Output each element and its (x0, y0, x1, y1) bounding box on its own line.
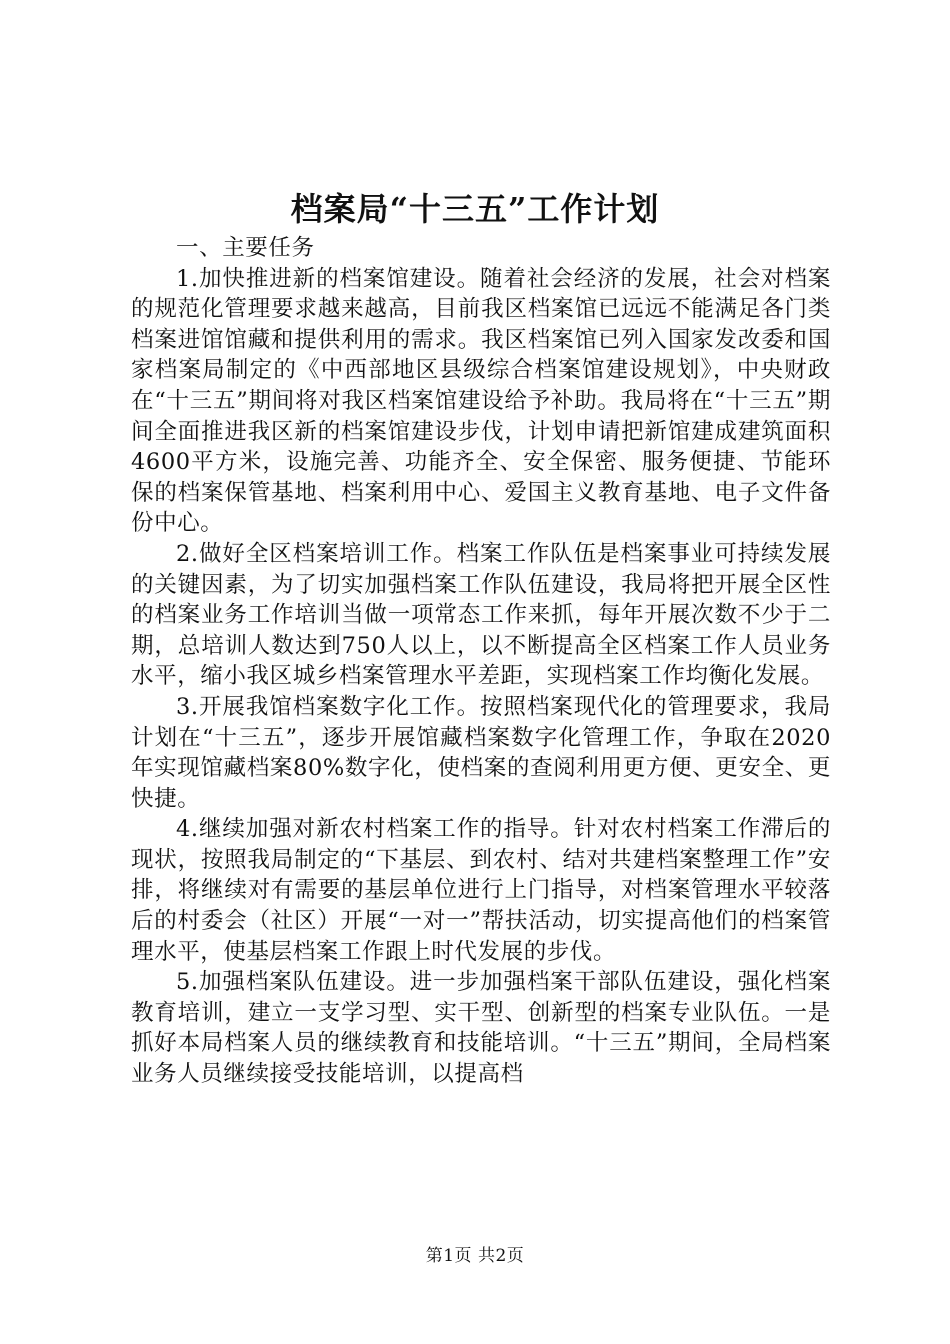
paragraph-1: 1.加快推进新的档案馆建设。随着社会经济的发展，社会对档案的规范化管理要求越来越高，目前我区档案馆已远远不能满足各门类档案进馆馆藏和提供利用的需求。我区档案馆已列入国家发改委和国家档案局制定的《中西部地区县级综合档案馆建设规划》，中央财政在“十三五”期间将对我区档案馆建设给予补助。我局将在“十三五”期间全面推进我区新的档案馆建设步伐，计划申请把新馆建成建筑面积4600平方米，设施完善、功能齐全、安全保密、服务便捷、节能环保的档案保管基地、档案利用中心、爱国主义教育基地、电子文件备份中心。 (131, 265, 831, 537)
paragraph-4: 4.继续加强对新农村档案工作的指导。针对农村档案工作滞后的现状，按照我局制定的“下基层、到农村、结对共建档案整理工作”安排，将继续对有需要的基层单位进行上门指导，对档案管理水平较落后的村委会（社区）开展“一对一”帮扶活动，切实提高他们的档案管理水平，使基层档案工作跟上时代发展的步伐。 (131, 816, 831, 965)
document-body (131, 233, 831, 1090)
section-heading: 一、主要任务 (176, 235, 315, 261)
document-title: 档案局“十三五”工作计划 (290, 190, 660, 228)
paragraph-2: 2.做好全区档案培训工作。档案工作队伍是档案事业可持续发展的关键因素，为了切实加强档案工作队伍建设，我局将把开展全区性的档案业务工作培训当做一项常态工作来抓，每年开展次数不少于二期，总培训人数达到750人以上，以不断提高全区档案工作人员业务水平，缩小我区城乡档案管理水平差距，实现档案工作均衡化发展。 (131, 540, 831, 690)
paragraph-5: 5.加强档案队伍建设。进一步加强档案干部队伍建设，强化档案教育培训，建立一支学习型、实干型、创新型的档案专业队伍。一是抓好本局档案人员的继续教育和技能培训。“十三五”期间，全局档案业务人员继续接受技能培训，以提高档 (131, 969, 831, 1088)
paragraph-3: 3.开展我馆档案数字化工作。按照档案现代化的管理要求，我局计划在“十三五”，逐步开展馆藏档案数字化管理工作，争取在2020年实现馆藏档案80%数字化，使档案的查阅利用更方便、更安全、更快捷。 (131, 693, 831, 812)
page-number-footer: 第1页 共2页 (425, 1246, 525, 1266)
